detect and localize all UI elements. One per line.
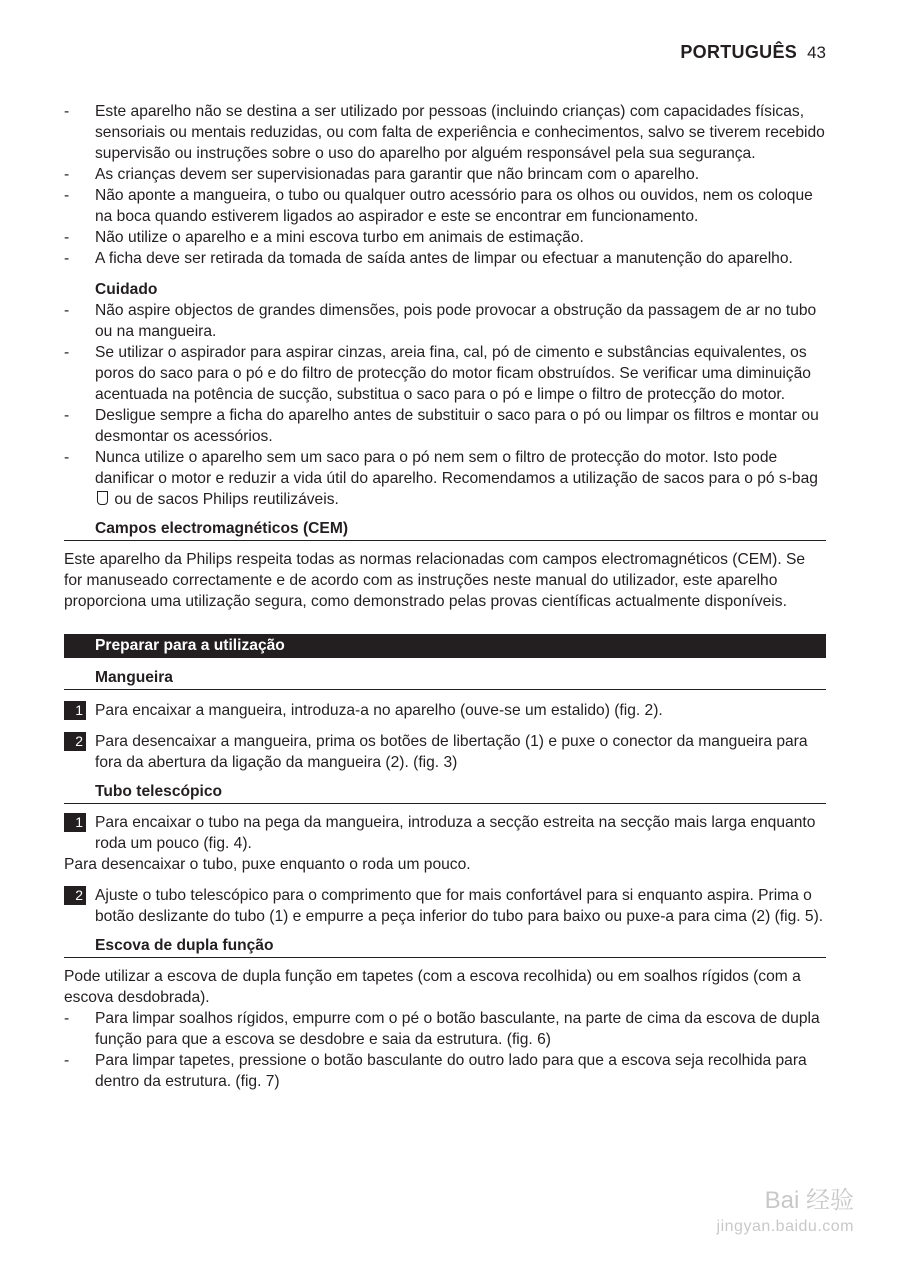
section-title-bar: Preparar para a utilização xyxy=(64,634,826,658)
page-header xyxy=(680,42,826,63)
list-item: - As crianças devem ser supervisionadas para garantir que não brincam com o aparelho. xyxy=(64,164,826,185)
tube-heading: Tubo telescópico xyxy=(64,781,826,804)
list-item: - Para limpar soalhos rígidos, empurre com o pé o botão basculante, na parte de cima da escova de dupla função para que a escova se desdobre e saia da estrutura. (fig. 6) xyxy=(64,1008,826,1050)
safety-list xyxy=(64,101,826,269)
tube-note: Para desencaixar o tubo, puxe enquanto o roda um pouco. xyxy=(64,856,471,873)
brush-intro: Pode utilizar a escova de dupla função em tapetes (com a escova recolhida) ou em soalhos rígidos (com a escova desdobrada). xyxy=(64,968,801,1006)
step-text: Ajuste o tubo telescópico para o comprimento que for mais confortável para si enquanto aspira. Prima o botão deslizante do tubo (1) e empurre a peça inferior do tubo para baixo ou puxe-a para cima (2) (fig. 5). xyxy=(95,887,824,925)
step xyxy=(64,885,826,927)
list-item: - Desligue sempre a ficha do aparelho antes de substituir o saco para o pó ou limpar os filtros e montar ou desmontar os acessórios. xyxy=(64,405,826,447)
watermark xyxy=(717,1188,854,1240)
list-item: - Este aparelho não se destina a ser utilizado por pessoas (incluindo crianças) com capacidades físicas, sensoriais ou mentais reduzidas, ou com falta de experiência e conhecimentos, salvo se tiverem recebido supervisão ou instruções sobre o uso do aparelho por alguém responsável pela sua segurança. xyxy=(64,101,826,164)
list-item: - Não utilize o aparelho e a mini escova turbo em animais de estimação. xyxy=(64,227,826,248)
step-number: 2 xyxy=(64,732,86,751)
step xyxy=(64,812,826,854)
caution-list xyxy=(64,300,826,510)
step-number: 2 xyxy=(64,886,86,905)
list-item: - Se utilizar o aspirador para aspirar cinzas, areia fina, cal, pó de cimento e substâncias equivalentes, os poros do saco para o pó e do filtro de protecção do motor ficam obstruídos. Se verificar uma diminuição acentuada na potência de sucção, substitua o saco para o pó e limpe o filtro de protecção do motor. xyxy=(64,342,826,405)
list-item-text: Nunca utilize o aparelho sem um saco para o pó nem sem o filtro de protecção do motor. Isto pode danificar o motor e reduzir a vida útil do aparelho. Recomendamos a utilização de sacos para o pó s-bag xyxy=(95,449,818,487)
list-item-text: ou de sacos Philips reutilizáveis. xyxy=(110,491,339,508)
document-body xyxy=(64,101,826,1092)
brush-heading: Escova de dupla função xyxy=(64,935,826,958)
emf-paragraph: Este aparelho da Philips respeita todas as normas relacionadas com campos electromagnéticos (CEM). Se for manuseado correctamente e de acordo com as instruções neste manual do utilizador, este aparelho proporciona uma utilização segura, como demonstrado pelas provas científicas actualmente disponíveis. xyxy=(64,551,806,610)
caution-heading: Cuidado xyxy=(95,281,158,298)
step-number: 1 xyxy=(64,701,86,720)
watermark-site: jingyan.baidu.com xyxy=(716,1218,854,1235)
hose-heading: Mangueira xyxy=(64,667,826,690)
page-number: 43 xyxy=(807,43,826,62)
list-item: - Não aspire objectos de grandes dimensões, pois pode provocar a obstrução da passagem de ar no tubo ou na mangueira. xyxy=(64,300,826,342)
step xyxy=(64,731,826,773)
list-item: - Para limpar tapetes, pressione o botão basculante do outro lado para que a escova seja recolhida para dentro da estrutura. (fig. 7) xyxy=(64,1050,826,1092)
step-text: Para encaixar o tubo na pega da mangueira, introduza a secção estreita na secção mais larga enquanto roda um pouco (fig. 4). xyxy=(95,814,816,852)
step-number: 1 xyxy=(64,813,86,832)
list-item: - A ficha deve ser retirada da tomada de saída antes de limpar ou efectuar a manutenção do aparelho. xyxy=(64,248,826,269)
brush-list xyxy=(64,1008,826,1092)
list-item: - Não aponte a mangueira, o tubo ou qualquer outro acessório para os olhos ou ouvidos, nem os coloque na boca quando estiverem ligados ao aspirador e este se encontrar em funcionamento. xyxy=(64,185,826,227)
watermark-brand: Bai 经验 xyxy=(764,1187,854,1214)
emf-heading: Campos electromagnéticos (CEM) xyxy=(64,518,826,541)
list-item xyxy=(64,447,826,510)
language-title: PORTUGUÊS xyxy=(680,42,798,62)
step xyxy=(64,700,826,721)
step-text: Para encaixar a mangueira, introduza-a no aparelho (ouve-se um estalido) (fig. 2). xyxy=(95,702,663,719)
step-text: Para desencaixar a mangueira, prima os botões de libertação (1) e puxe o conector da mangueira para fora da abertura da ligação da mangueira (2). (fig. 3) xyxy=(95,733,808,771)
dust-bag-icon xyxy=(97,491,108,505)
